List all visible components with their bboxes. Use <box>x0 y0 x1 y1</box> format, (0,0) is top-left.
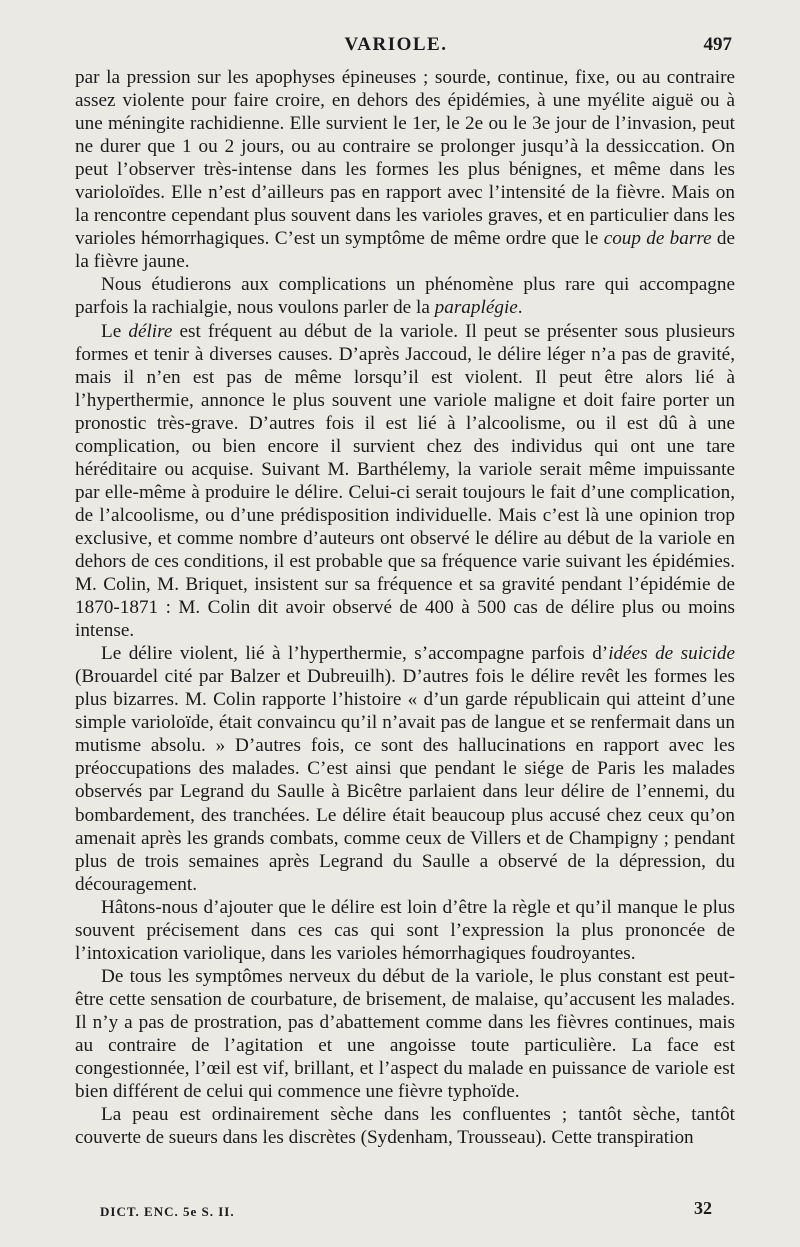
body-text <box>75 66 735 1149</box>
page-number: 497 <box>703 34 732 55</box>
paragraph-peau: La peau est ordinairement sèche dans les confluentes ; tantôt sèche, tantôt couverte de sueurs dans les discrètes (Sydenham, Trousseau). Cette transpiration <box>75 1104 735 1149</box>
paragraph-hatons: Hâtons-nous d’ajouter que le délire est loin d’être la règle et qu’il manque le plus souvent précisement dans ces cas qui sont l’expression la plus prononcée de l’intoxication variolique, dans les varioles hémorrhagiques foudroyantes. <box>75 896 735 964</box>
italic-term: paraplégie <box>434 297 518 319</box>
paragraph-delire: Le délire est fréquent au début de la variole. Il peut se présenter sous plusieurs formes et tenir à diverses causes. D’après Jaccoud, le délire léger n’a pas de gravité, mais il n’en est pas de même lorsqu’il est violent. Il peut être alors lié à l’hyperthermie, annonce le plus souvent une variole maligne et doit faire porter un pronostic très-grave. D’autres fois il est lié à l’alcoolisme, ou il est dû à une complication, ou bien encore il survient chez des individus qui ont une tare héréditaire ou acquise. Suivant M. Barthélemy, la variole serait même impuissante par elle-même à produire le délire. Celui-ci serait toujours le fait d’une complication, de l’alcoolisme, ou d’une prédisposition individuelle. Mais c’est là une opinion trop exclusive, et comme nombre d’auteurs ont observé le délire au début de la variole en dehors de ces conditions, il est probable que sa fréquence varie suivant les épidémies. M. Colin, M. Briquet, insistent sur sa fréquence et sa gravité pendant l’épidémie de 1870-1871 : M. Colin dit avoir observé de 400 à 500 cas de délire plus ou moins intense. <box>75 320 736 642</box>
sheet-number: 32 <box>694 1198 712 1218</box>
running-title: VARIOLE. <box>344 34 448 55</box>
running-head <box>60 34 732 58</box>
italic-term: coup de barre <box>603 228 712 250</box>
paragraph-symptomes: De tous les symptômes nerveux du début de la variole, le plus constant est peut-être cette sensation de courbature, de brisement, de malaise, qu’accusent les malades. Il n’y a pas de prostration, pas d’abattement comme dans les fièvres continues, mais au contraire de l’agitation et une angoisse toute particulière. La face est congestionnée, l’œil est vif, brillant, et l’aspect du malade en puissance de variole est bien différent de celui qui commence une fièvre typhoïde. <box>75 965 735 1103</box>
italic-term: délire <box>128 320 173 342</box>
paragraph-delire-violent: Le délire violent, lié à l’hyperthermie, s’accompagne parfois d’idées de suicide (Brouardel cité par Balzer et Dubreuilh). D’autres fois le délire revêt les formes les plus bizarres. M. Colin rapporte l’histoire « d’un garde républicain qui atteint d’une simple varioloïde, était convaincu qu’il n’avait pas de langue et se renfermait dans un mutisme absolu. » D’autres fois, ce sont des hallucinations en rapport avec les préoccupations des malades. C’est ainsi que pendant le siége de Paris les malades observés par Legrand du Saulle à Bicêtre parlaient dans leur délire de l’ennemi, du bombardement, des tranchées. Le délire était beaucoup plus accusé chez ceux qu’on amenait après les grands combats, comme ceux de Villers et de Champigny ; pendant plus de trois semaines après Legrand du Saulle a observé de la dépression, du découragement. <box>75 643 735 895</box>
signature-mark: DICT. ENC. 5e S. II. <box>100 1204 235 1219</box>
paragraph-paraplegie: Nous étudierons aux complications un phénomène plus rare qui accompagne parfois la rachialgie, nous voulons parler de la paraplégie. <box>75 274 735 319</box>
italic-term: idées de suicide <box>608 643 735 665</box>
paragraph-rachialgie: par la pression sur les apophyses épineuses ; sourde, continue, fixe, ou au contraire assez violente pour faire croire, en dehors des épidémies, à une myélite aiguë ou à une méningite rachidienne. Elle survient le 1er, le 2e ou le 3e jour de l’invasion, peut ne durer que 1 ou 2 jours, ou au contraire se prolonger jusqu’à la dessiccation. On peut l’observer très-intense dans les formes les plus bénignes, et même dans les varioloïdes. Elle n’est d’ailleurs pas en rapport avec l’intensité de la fièvre. Mais on la rencontre cependant plus souvent dans les varioles graves, et en particulier dans les varioles hémorrhagiques. C’est un symptôme de même ordre que le coup de barre de la fièvre jaune. <box>75 67 736 273</box>
page-footer <box>100 1198 712 1222</box>
